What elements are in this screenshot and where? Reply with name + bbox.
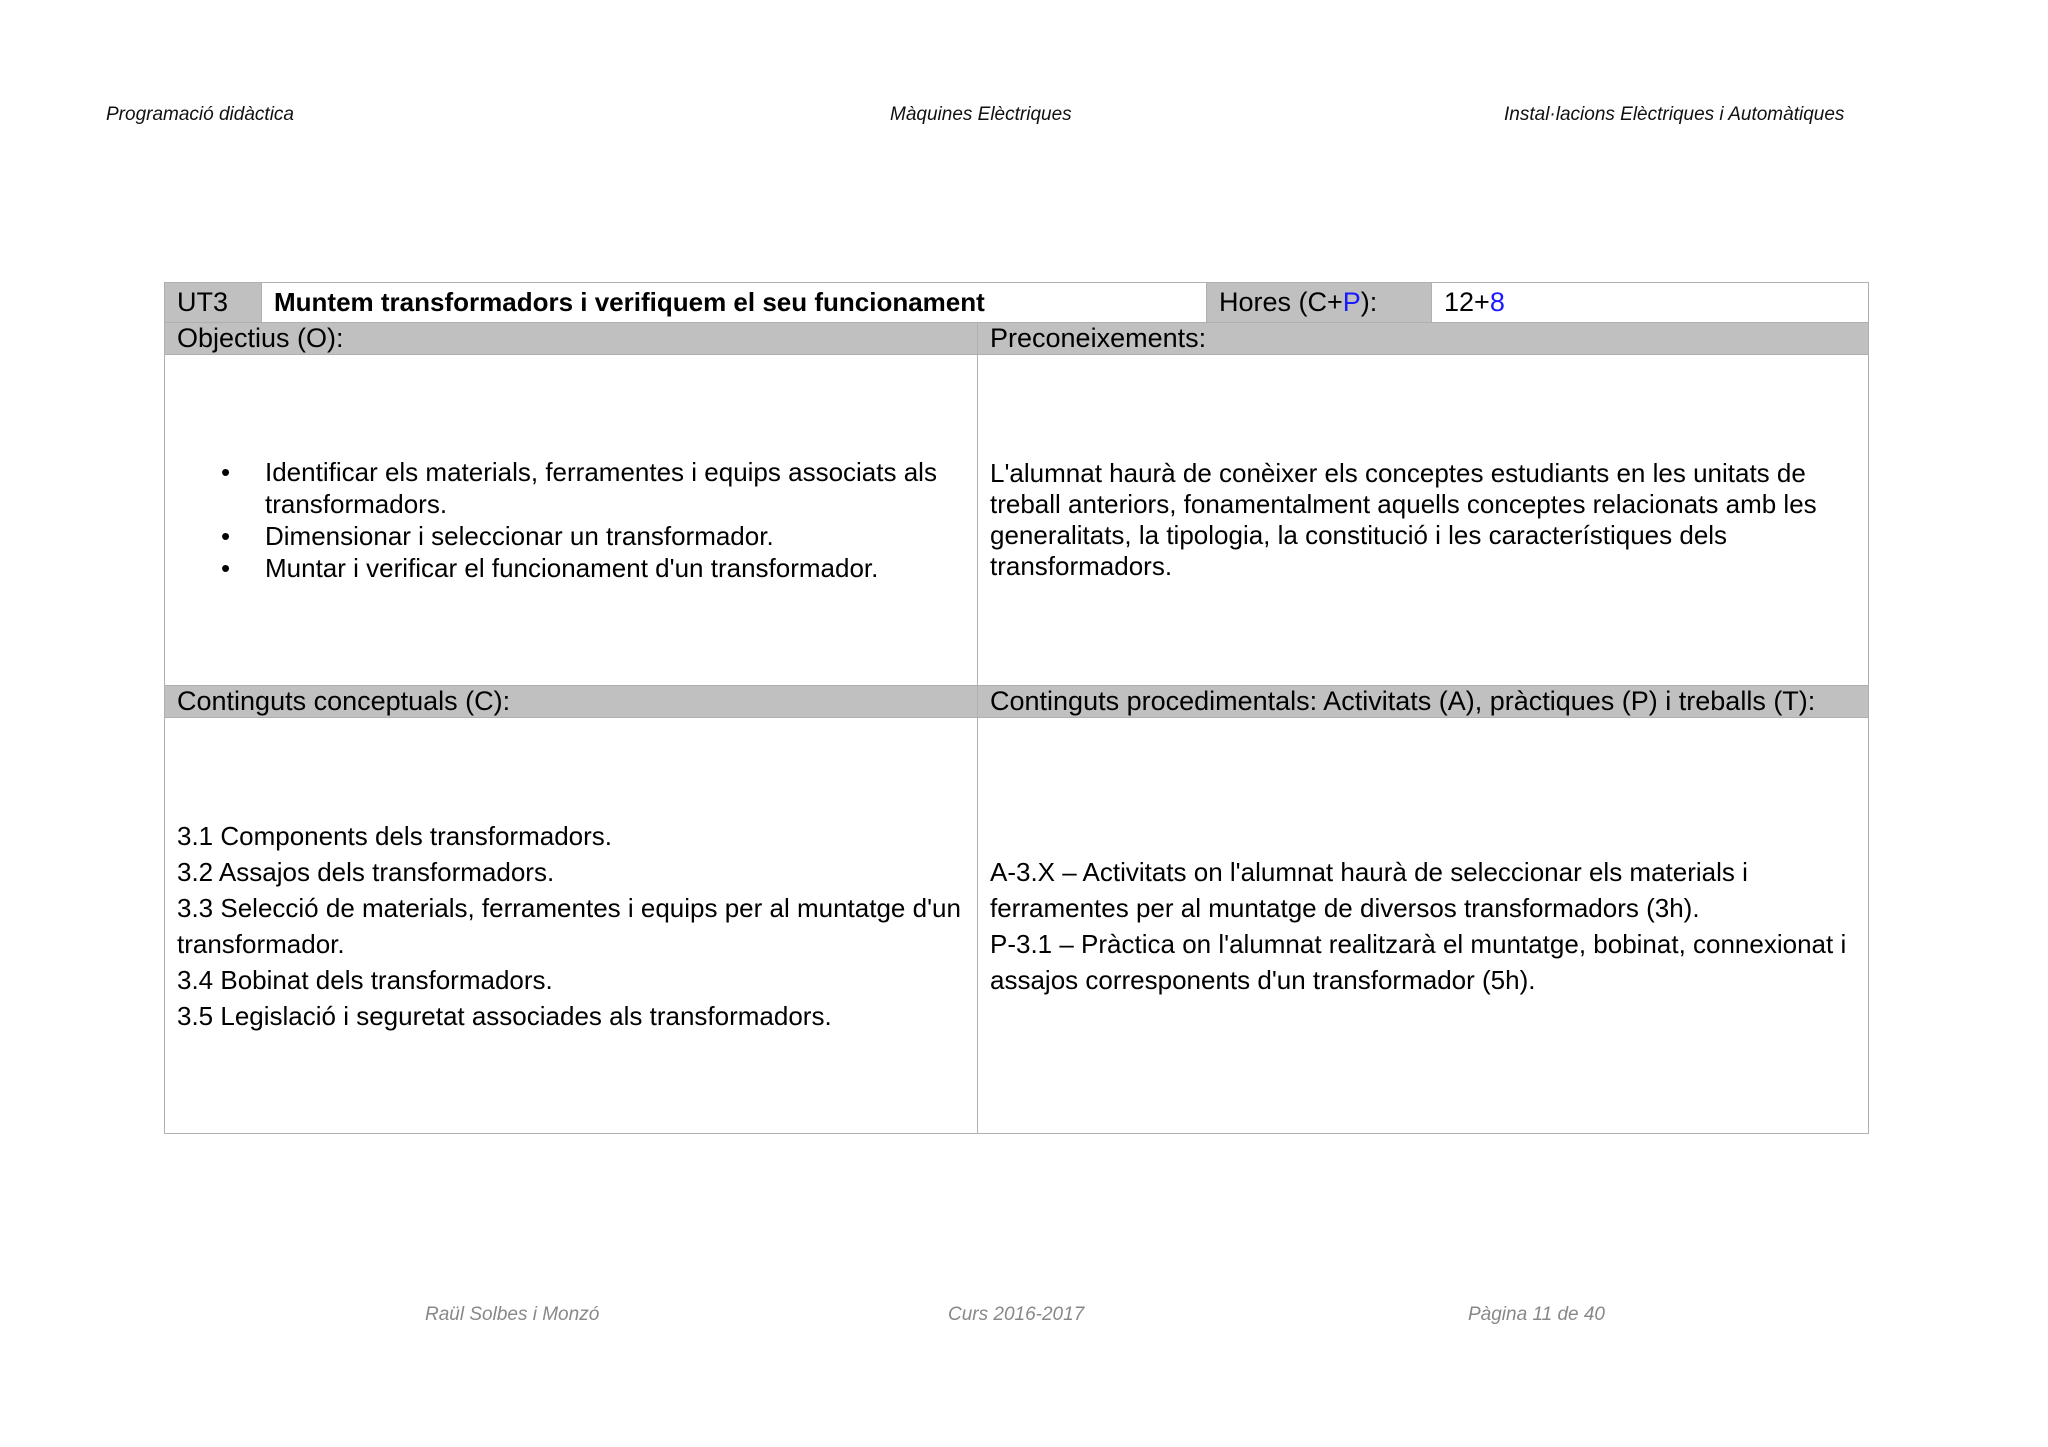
header-module-name: Màquines Elèctriques xyxy=(890,104,1072,125)
objective-item: • Muntar i verificar el funcionament d'un transformador. xyxy=(265,552,965,584)
header-cycle-name: Instal·lacions Elèctriques i Automàtiques xyxy=(1504,104,1845,125)
conceptual-list xyxy=(177,818,965,1034)
conceptual-item: 3.5 Legislació i seguretat associades als transformadors. xyxy=(177,1000,832,1031)
unit-title: Muntem transformadors i verifiquem el seu funcionament xyxy=(262,283,1207,323)
footer-author: Raül Solbes i Monzó xyxy=(425,1304,600,1325)
prior-knowledge-heading: Preconeixements: xyxy=(978,323,1869,355)
objectives-heading: Objectius (O): xyxy=(165,323,978,355)
procedural-cell xyxy=(978,718,1869,1134)
unit-title-row xyxy=(165,283,1869,323)
hours-value-p: 8 xyxy=(1489,286,1505,317)
conceptual-item: 3.2 Assajos dels transformadors. xyxy=(177,856,555,887)
footer-course: Curs 2016-2017 xyxy=(948,1304,1085,1325)
procedural-item: P-3.1 – Pràctica on l'alumnat realitzarà el muntatge, bobinat, connexionat i assajos corresponents d'un transformador (5h). xyxy=(990,928,1847,995)
objectives-row xyxy=(165,355,1869,686)
conceptual-item: 3.1 Components dels transformadors. xyxy=(177,820,612,851)
header-document-title: Programació didàctica xyxy=(106,104,294,125)
prior-knowledge-cell xyxy=(978,355,1869,686)
footer-page-number: Pàgina 11 de 40 xyxy=(1468,1304,1605,1325)
conceptual-item: 3.3 Selecció de materials, ferramentes i equips per al muntatge d'un transformador. xyxy=(177,892,961,959)
objectives-list xyxy=(177,456,965,584)
hours-label xyxy=(1207,283,1432,323)
unit-code: UT3 xyxy=(165,283,262,323)
procedural-heading: Continguts procedimentals: Activitats (A), pràctiques (P) i treballs (T): xyxy=(978,686,1869,718)
hours-label-suffix: ): xyxy=(1360,286,1378,317)
unit-table xyxy=(164,282,1869,1134)
hours-value-c: 12+ xyxy=(1444,286,1490,317)
prior-knowledge-text: L'alumnat haurà de conèixer els conceptes estudiants en les unitats de treball anteriors, fonamentalment aquells conceptes relacionats amb les generalitats, la tipologia, la constitució i les característiques dels transformadors. xyxy=(990,458,1817,582)
hours-value xyxy=(1432,283,1869,323)
conceptual-heading: Continguts conceptuals (C): xyxy=(165,686,978,718)
objective-item: • Dimensionar i seleccionar un transformador. xyxy=(265,520,965,552)
objectives-cell xyxy=(165,355,978,686)
objective-item: • Identificar els materials, ferramentes i equips associats als transformadors. xyxy=(265,456,965,520)
hours-label-p: P xyxy=(1342,286,1361,317)
section-heading-row-1 xyxy=(165,323,1869,355)
procedural-list xyxy=(990,854,1856,998)
procedural-item: A-3.X – Activitats on l'alumnat haurà de seleccionar els materials i ferramentes per al muntatge de diversos transformadors (3h). xyxy=(990,856,1748,923)
conceptual-item: 3.4 Bobinat dels transformadors. xyxy=(177,964,553,995)
section-heading-row-2 xyxy=(165,686,1869,718)
conceptual-cell xyxy=(165,718,978,1134)
hours-label-prefix: Hores (C+ xyxy=(1219,286,1343,317)
contents-row xyxy=(165,718,1869,1134)
